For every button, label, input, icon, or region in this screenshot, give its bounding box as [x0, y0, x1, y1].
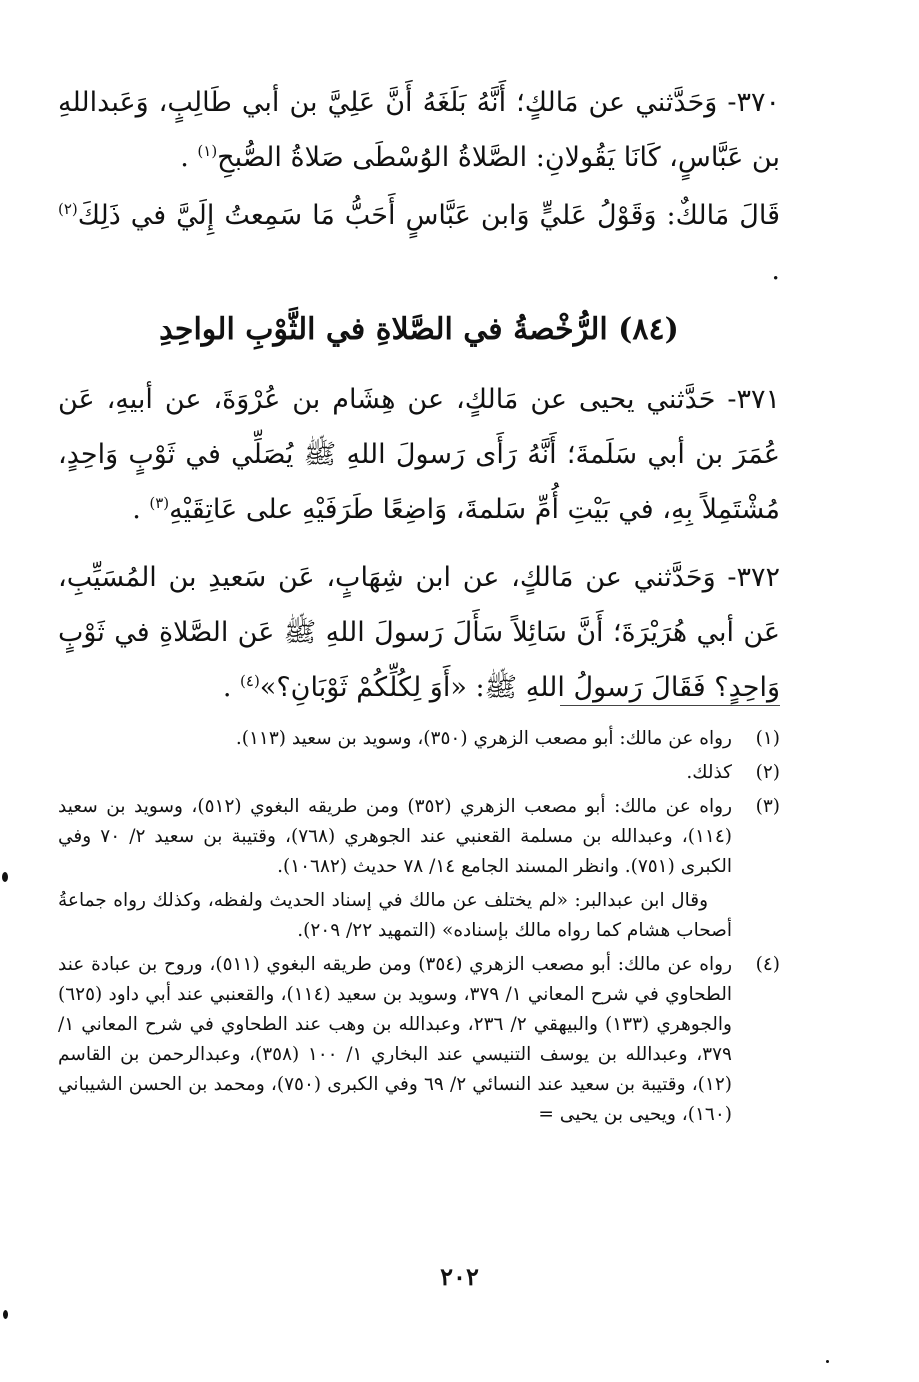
hadith-372-text: ٣٧٢- وَحَدَّثني عن مَالكٍ، عن ابن شِهَابٍ، عَن سَعيدِ بن المُسَيِّبِ، عَن أبي هُرَيْرَةَ؛ أَنَّ سَائِلاً سَأَلَ رَسولَ اللهِ ﷺ عَن الصَّلاةِ في ثَوْبٍ وَاحِدٍ؟ فَقَالَ رَسولُ اللهِ ﷺ: «أَوَ لِكُلِّكُمْ ثَوْبَانِ؟» — [58, 562, 780, 703]
scan-speck — [2, 872, 8, 882]
footnote-number: (٢) — [755, 762, 780, 783]
footnote-ref-4: (٤) — [240, 672, 260, 690]
footnote-number: (٣) — [755, 796, 780, 817]
footnote-text: كذلك. — [686, 762, 732, 783]
end-mark: . — [771, 255, 780, 286]
footnote-divider — [560, 705, 780, 706]
end-mark: . — [180, 142, 198, 173]
end-mark: . — [222, 672, 241, 703]
footnote-text: رواه عن مالك: أبو مصعب الزهري (٣٥٠)، وسويد بن سعيد (١١٣). — [235, 728, 732, 749]
malik-comment-text: قَالَ مَالكٌ: وَقَوْلُ عَليٍّ وَابن عَبَّاسٍ أَحَبُّ مَا سَمِعتُ إِلَيَّ في ذَلِكَ — [77, 200, 780, 231]
footnote-number: (١) — [755, 728, 780, 749]
malik-comment-paragraph — [58, 188, 780, 298]
page-number: ٢٠٢ — [440, 1262, 479, 1291]
footnote-ref-3: (٣) — [149, 494, 170, 512]
hadith-370-paragraph — [58, 75, 780, 185]
hadith-371-text: ٣٧١- حَدَّثني يحيى عن مَالكٍ، عن هِشَام بن عُرْوَةَ، عن أبيهِ، عَن عُمَرَ بن أبي سَلَمةَ؛ أَنَّهُ رَأَى رَسولَ اللهِ ﷺ يُصَلِّي في ثَوْبٍ وَاحِدٍ، مُشْتَمِلاً بِهِ، في بَيْتِ أُمِّ سَلمةَ، وَاضِعًا طَرَفَيْهِ على عَاتِقَيْهِ — [58, 384, 780, 525]
footnote-number: (٤) — [755, 954, 780, 975]
footnote-3-continuation: وقال ابن عبدالبر: «لم يختلف عن مالك في إسناد الحديث ولفظه، وكذلك رواه جماعةُ أصحاب هشام كما رواه مالك بإسناده» (التمهيد ٢٢/ ٢٠٩). — [58, 890, 732, 941]
footnote-3 — [58, 792, 780, 882]
footnotes-section — [58, 724, 780, 1134]
hadith-371-paragraph — [58, 372, 780, 537]
scan-speck — [3, 1310, 8, 1319]
chapter-heading: (٨٤) الرُّخْصةُ في الصَّلاةِ في الثَّوْبِ الواحِدِ — [159, 312, 679, 347]
scan-speck — [826, 1360, 829, 1363]
footnote-2 — [58, 758, 780, 788]
footnote-4 — [58, 950, 780, 1130]
end-mark: . — [132, 494, 150, 525]
hadith-370-text: ٣٧٠- وَحَدَّثني عن مَالكٍ؛ أَنَّهُ بَلَغَهُ أَنَّ عَلِيَّ بن أبي طَالِبٍ، وَعَبداللهِ بن عَبَّاسٍ، كَانَا يَقُولانِ: الصَّلاةُ الوُسْطَى صَلاةُ الصُّبحِ — [58, 87, 780, 173]
footnote-ref-1: (١) — [197, 142, 218, 160]
footnote-1 — [58, 724, 780, 754]
hadith-372-paragraph — [58, 550, 780, 715]
footnote-text: رواه عن مالك: أبو مصعب الزهري (٣٥٢) ومن طريقه البغوي (٥١٢)، وسويد بن سعيد (١١٤)، وعبدالله بن مسلمة القعنبي عند الجوهري (٧٦٨)، وقتيبة بن سعيد ٢/ ٧٠ وفي الكبرى (٧٥١). وانظر المسند الجامع ١٤/ ٧٨ حديث (١٠٦٨٢). — [58, 796, 733, 877]
footnote-ref-2: (٢) — [58, 200, 78, 218]
footnote-text: رواه عن مالك: أبو مصعب الزهري (٣٥٤) ومن طريقه البغوي (٥١١)، وروح بن عبادة عند الطحاوي في شرح المعاني ١/ ٣٧٩، وسويد بن سعيد (١١٤)، والقعنبي عند أبي داود (٦٢٥) والجوهري (١٣٣) والبيهقي ٢/ ٢٣٦، وعبدالله بن وهب عند الطحاوي في شرح المعاني ١/ ٣٧٩، وعبدالله بن يوسف التنيسي عند البخاري ١/ ١٠٠ (٣٥٨)، وعبدالرحمن بن القاسم (١٢)، وقتيبة بن سعيد عند النسائي ٢/ ٦٩ وفي الكبرى (٧٥٠)، ومحمد بن الحسن الشيباني (١٦٠)، ويحيى بن يحيى = — [58, 954, 733, 1125]
